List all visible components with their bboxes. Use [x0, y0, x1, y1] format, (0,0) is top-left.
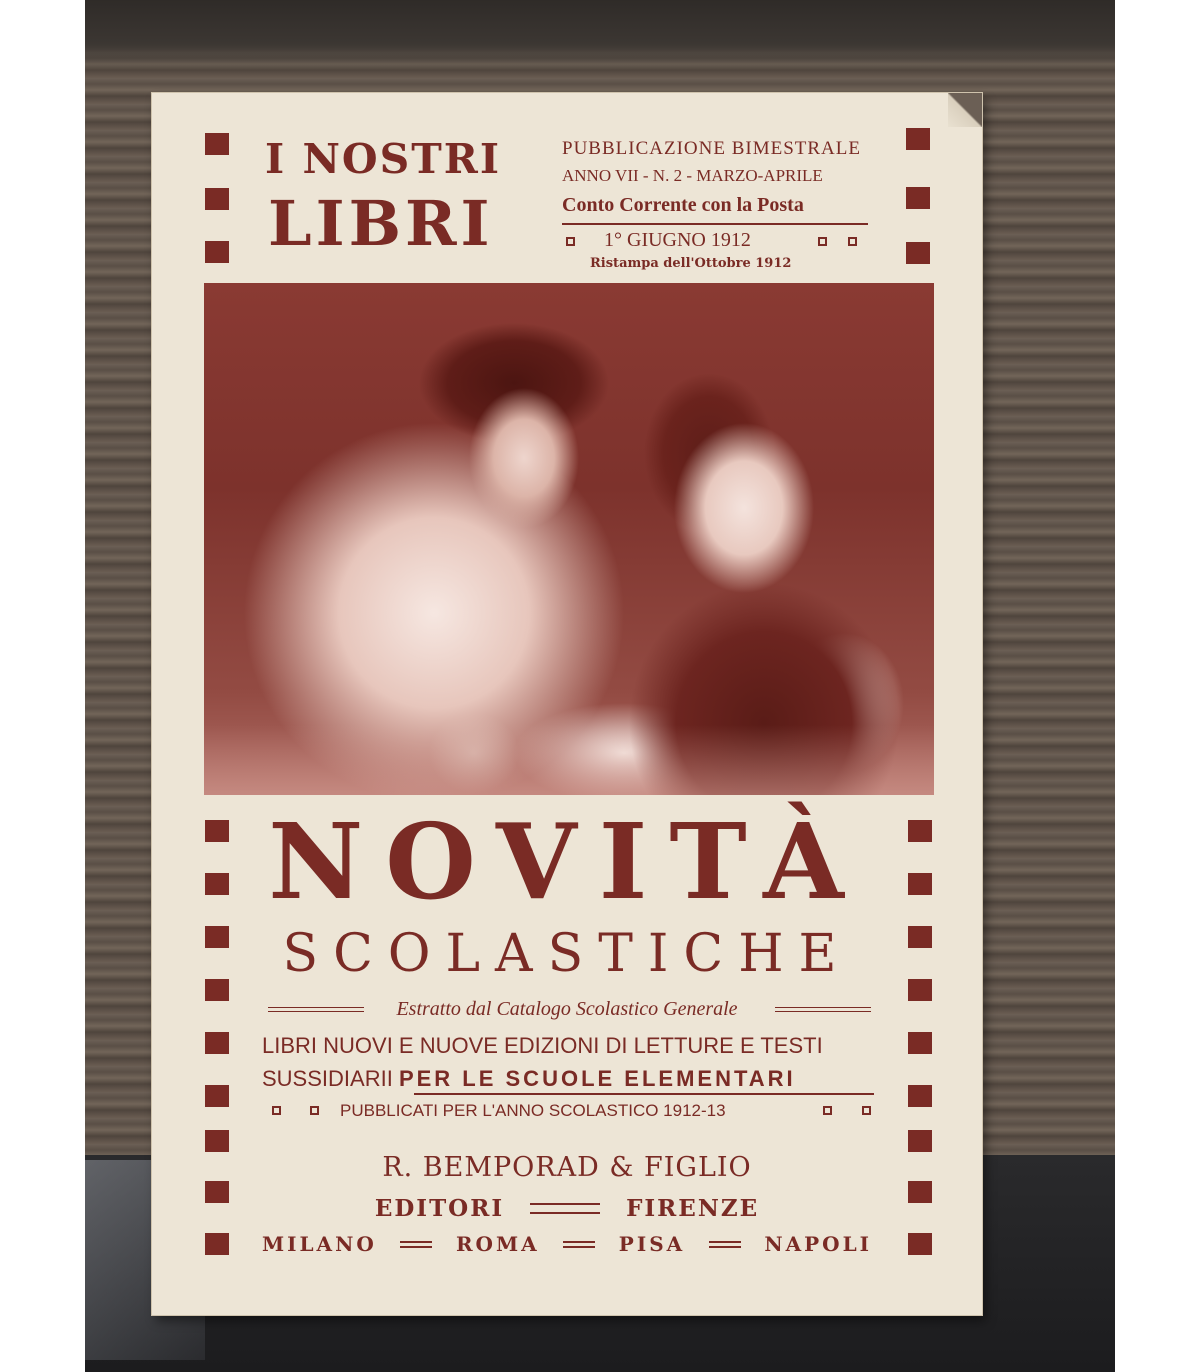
- masthead-title-line1: I NOSTRI: [265, 135, 502, 183]
- masthead-rule: [562, 223, 868, 225]
- border-square: [908, 873, 932, 895]
- hollow-square-ornament: [818, 237, 827, 246]
- border-square: [205, 1233, 229, 1255]
- city-pisa: PISA: [618, 1232, 686, 1256]
- publisher-name: R. BEMPORAD & FIGLIO: [382, 1152, 752, 1183]
- border-square: [205, 1130, 229, 1152]
- border-square: [205, 820, 229, 842]
- border-square: [205, 1085, 229, 1107]
- double-rule-right: [775, 1007, 871, 1008]
- dark-surface: [85, 0, 1115, 70]
- description-line1: LIBRI NUOVI E NUOVE EDIZIONI DI LETTURE E TESTI: [262, 1033, 823, 1058]
- double-rule-separator: [400, 1241, 432, 1248]
- hollow-square-ornament: [862, 1106, 871, 1115]
- border-square: [205, 873, 229, 895]
- double-rule-separator: [709, 1241, 741, 1248]
- city-milano: MILANO: [262, 1232, 377, 1256]
- photo-desk-surface: [204, 725, 934, 795]
- border-square: [908, 926, 932, 948]
- reprint-note: Ristampa dell'Ottobre 1912: [590, 256, 792, 271]
- publication-frequency: PUBBLICAZIONE BIMESTRALE: [562, 138, 861, 159]
- double-rule-separator: [563, 1241, 595, 1248]
- double-rule-separator: [530, 1203, 600, 1214]
- border-square: [908, 1085, 932, 1107]
- border-square: [906, 242, 930, 264]
- city-roma: ROMA: [455, 1232, 540, 1256]
- border-square: [205, 1032, 229, 1054]
- hollow-square-ornament: [272, 1106, 281, 1115]
- border-square: [908, 979, 932, 1001]
- border-square: [205, 979, 229, 1001]
- publisher-editori: EDITORI: [374, 1195, 505, 1222]
- cover-photograph: [204, 283, 934, 795]
- issue-date: 1° GIUGNO 1912: [604, 229, 751, 251]
- hollow-square-ornament: [566, 237, 575, 246]
- border-square: [205, 1181, 229, 1203]
- publisher-city: FIRENZE: [626, 1195, 760, 1222]
- branch-cities: [262, 1232, 872, 1256]
- border-square: [908, 1130, 932, 1152]
- border-square: [906, 187, 930, 209]
- border-square: [908, 1233, 932, 1255]
- border-square: [908, 1181, 932, 1203]
- border-square: [906, 128, 930, 150]
- postal-account-line: Conto Corrente con la Posta: [562, 194, 804, 216]
- description-line2-emphasis: PER LE SCUOLE ELEMENTARI: [398, 1066, 796, 1091]
- border-square: [908, 1032, 932, 1054]
- hollow-square-ornament: [310, 1106, 319, 1115]
- folded-corner: [948, 93, 982, 127]
- hollow-square-ornament: [823, 1106, 832, 1115]
- hollow-square-ornament: [848, 237, 857, 246]
- border-square: [205, 133, 229, 155]
- catalog-excerpt-line: Estratto dal Catalogo Scolastico Generale: [396, 998, 738, 1020]
- emphasis-underline: [414, 1093, 874, 1095]
- border-square: [205, 188, 229, 210]
- school-year-line: PUBBLICATI PER L'ANNO SCOLASTICO 1912-13: [340, 1101, 726, 1120]
- border-square: [205, 241, 229, 263]
- border-square: [908, 820, 932, 842]
- border-square: [205, 926, 229, 948]
- description-line2: [262, 1066, 872, 1092]
- issue-info: ANNO VII - N. 2 - MARZO-APRILE: [562, 166, 823, 185]
- city-napoli: NAPOLI: [764, 1232, 872, 1256]
- headline-novita: NOVITÀ: [268, 800, 866, 923]
- publisher-location-line: [262, 1195, 872, 1222]
- description-line2-prefix: SUSSIDIARII: [262, 1066, 393, 1091]
- masthead-title-line2: LIBRI: [268, 187, 494, 260]
- headline-scolastiche: SCOLASTICHE: [282, 924, 852, 984]
